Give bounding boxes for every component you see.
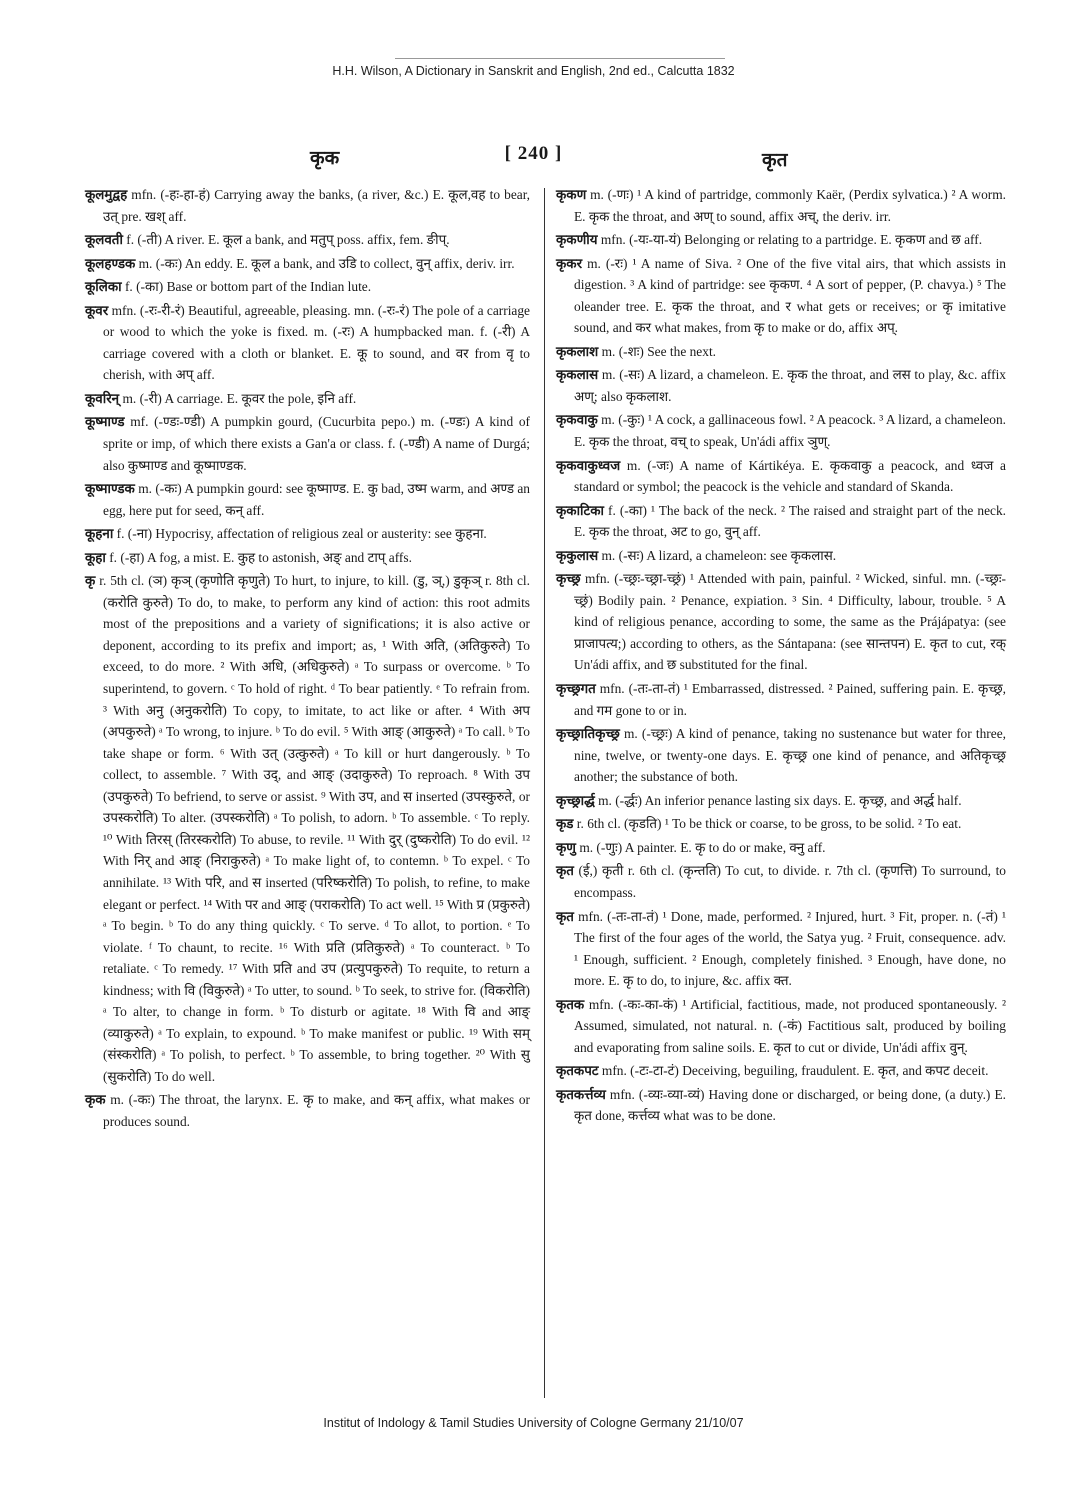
entry-definition: m. (-जः) A name of Kártikéya. E. कृकवाकु a peacock, and ध्वज a standard or symbol; the peacock is the vehicle and standard of Skanda. xyxy=(574,457,1006,495)
entry-definition: m. (-णुः) A painter. E. कृ to do or make, क्नु aff. xyxy=(575,839,826,855)
dictionary-entry xyxy=(556,1060,1006,1082)
dictionary-entry xyxy=(556,253,1006,339)
header-rule xyxy=(395,58,725,59)
dictionary-entry xyxy=(85,411,530,476)
dictionary-entry xyxy=(556,837,1006,859)
dictionary-entry xyxy=(85,184,530,227)
entry-headword: कृकवाकुध्वज xyxy=(556,457,621,473)
entry-headword: कृ xyxy=(85,573,96,589)
entry-headword: कृतकर्त्तव्य xyxy=(556,1086,606,1102)
dictionary-entry xyxy=(556,229,1006,251)
entry-definition: f. (-ना) Hypocrisy, affectation of religious zeal or austerity: see कुहना. xyxy=(113,526,487,542)
dictionary-entry xyxy=(556,341,1006,363)
dictionary-entry xyxy=(556,568,1006,676)
dictionary-entry xyxy=(556,364,1006,407)
entry-headword: कृकाटिका xyxy=(556,502,605,518)
dictionary-entry xyxy=(85,1089,530,1132)
right-guide-word: कृत xyxy=(762,150,788,171)
entry-definition: mfn. (-व्यः-व्या-व्यं) Having done or discharged, or being done, (a duty.) E. कृत done, कर्त्तव्य what was to be done. xyxy=(574,1086,1006,1124)
dictionary-entry xyxy=(556,184,1006,227)
dictionary-entry xyxy=(556,813,1006,835)
dictionary-entry xyxy=(85,478,530,521)
entry-definition: m. (-कः) The throat, the larynx. E. कृ to make, and कन् affix, what makes or produces sound. xyxy=(103,1092,530,1129)
dictionary-entry xyxy=(85,276,530,298)
entry-definition: f. (-का) ¹ The back of the neck. ² The raised and straight part of the neck. E. कृक the throat, अट to go, वुन् aff. xyxy=(574,502,1006,540)
entry-headword: कृड xyxy=(556,816,574,832)
entry-headword: कृच्छ्र xyxy=(556,571,581,587)
entry-definition: m. (-सः) A lizard, a chameleon. E. कृक the throat, and लस to play, &c. affix अण्; also कृकलाश. xyxy=(574,367,1006,404)
entry-headword: कृत xyxy=(556,908,574,924)
entry-headword: कूवर xyxy=(85,302,109,318)
left-column xyxy=(85,184,530,1135)
entry-headword: कूलवती xyxy=(85,232,123,248)
entry-headword: कृकण xyxy=(556,187,587,202)
entry-definition: f. (-हा) A fog, a mist. E. कुह to astonish, अङ् and टाप् affs. xyxy=(105,549,412,565)
entry-definition: m. (-री) A carriage. E. कूवर the pole, इनि aff. xyxy=(119,390,357,406)
dictionary-entry xyxy=(556,723,1006,788)
dictionary-entry xyxy=(556,678,1006,721)
entry-headword: कृकवाकु xyxy=(556,412,598,428)
entry-headword: कृच्छ्रातिकृच्छ्र xyxy=(556,726,620,742)
entry-headword: कृणु xyxy=(556,839,576,855)
entry-headword: कृत xyxy=(556,863,574,879)
entry-definition: mfn. (-रः-री-रं) Beautiful, agreeable, pleasing. mn. (-रः-रं) The pole of a carriage or wood to which the yoke is fixed. m. (-रः) A humpbacked man. f. (-री) A carriage covered with a cloth or blanket. E. कू to sound, and वर from वृ to cherish, with अप् aff. xyxy=(103,302,530,383)
entry-definition: mfn. (-टः-टा-टं) Deceiving, beguiling, fraudulent. E. कृत, and कपट deceit. xyxy=(598,1063,989,1079)
entry-definition: m. (-कुः) ¹ A cock, a gallinaceous fowl. ² A peacock. ³ A lizard, a chameleon. E. कृक the throat, वच् to speak, Un'ádi affix ञुण्. xyxy=(574,412,1006,450)
entry-definition: m. (-शः) See the next. xyxy=(598,343,717,359)
dictionary-entry xyxy=(556,500,1006,543)
dictionary-entry xyxy=(556,994,1006,1059)
entry-headword: कूलिका xyxy=(85,279,122,295)
entry-definition: m. (-रः) ¹ A name of Siva. ² One of the five vital airs, that which assists in digestion. ³ A kind of partridge: see कृकण. ⁴ A sort of pepper, (P. chavya.) ⁵ The oleander tree. E. कृक the throat, and र what gets or receives; or कृ imitative sound, and कर what makes, from कृ to make or do, affix अप्. xyxy=(574,255,1006,336)
entry-definition: r. 5th cl. (ञ) कृञ् (कृणोति कृणुते) To hurt, to injure, to kill. (डु, ञ्,) डुकृञ् r. 8th cl. (करोति कुरुते) To do, to make, to perform any kind of action: this root admits most of the prepositions and a variety of significations; it is also active or deponent, according to its prefix and import; as, ¹ With अति, (अतिकुरुते) To exceed, to do more. ² With अधि, (अधिकुरुते) ᵃ To surpass or overcome. ᵇ To superintend, to govern. ᶜ To hold of right. ᵈ To bear patiently. ᵉ To refrain from. ³ With अनु (अनुकरोति) To copy, to imitate, to act like or after. ⁴ With अप (अपकुरुते) ᵃ To wrong, to injure. ᵇ To do evil. ⁵ With आङ् (आकुरुते) ᵃ To call. ᵇ To take shape or form. ⁶ With उत् (उत्कुरुते) ᵃ To kill or hurt dangerously. ᵇ To collect, to assemble. ⁷ With उद्, and आङ् (उदाकुरुते) To reproach. ⁸ With उप (उपकुरुते) To befriend, to serve or assist. ⁹ With उप, and स inserted (उपस्कुरुते, or उपस्करोति) To alter. (उपस्करोति) ᵃ To polish, to adorn. ᵇ To assemble. ᶜ To reply. ¹⁰ With तिरस् (तिरस्करोति) To abuse, to revile. ¹¹ With दुर् (दुष्करोति) To do evil. ¹² With निर् and आङ् (निराकुरुते) ᵃ To make light of, to contemn. ᵇ To expel. ᶜ To annihilate. ¹³ With परि, and स inserted (परिष्करोति) To polish, to refine, to make elegant or perfect. ¹⁴ With पर and आङ् (पराकरोति) To act well. ¹⁵ With प्र (प्रकुरुते) ᵃ To begin. ᵇ To do any thing quickly. ᶜ To serve. ᵈ To allot, to portion. ᵉ To violate. ᶠ To chaunt, to recite. ¹⁶ With प्रति (प्रतिकुरुते) ᵃ To counteract. ᵇ To retaliate. ᶜ To remedy. ¹⁷ With प्रति and उप (प्रत्युपकुरुते) To requite, to return a kindness; with वि (विकुरुते) ᵃ To utter, to sound. ᵇ To seek, to strive for. (विकरोति) ᵃ To alter, to change in form. ᵇ To disturb or agitate. ¹⁸ With वि and आङ् (व्याकुरुते) ᵃ To explain, to expound. ᵇ To make manifest or public. ¹⁹ With सम् (संस्करोति) ᵃ To polish, to perfect. ᵇ To assemble, to bring together. ²⁰ With सु (सुकरोति) To do well. xyxy=(95,573,530,1084)
entry-headword: कूहना xyxy=(85,526,114,542)
entry-definition: mfn. (-च्छ्रः-च्छ्रा-च्छ्रं) ¹ Attended with pain, painful. ² Wicked, sinful. mn. (-च्छ्रः-च्छ्रं) Bodily pain. ² Penance, expiation. ³ Sin. ⁴ Difficulty, labour, trouble. ⁵ A kind of religious penance, according to some, the same as the Prájápatya: (see प्राजापत्य;) according to others, as the Sántapana: (see सान्तपन) E. कृत to cut, रक् Un'ádi affix, and छ substituted for the final. xyxy=(574,571,1006,673)
dictionary-entry xyxy=(556,455,1006,498)
entry-headword: कूष्माण्डक xyxy=(85,481,135,497)
entry-definition: (ई,) कृती r. 6th cl. (कृन्तति) To cut, to divide. r. 7th cl. (कृणत्ति) To surround, to encompass. xyxy=(573,863,1006,900)
entry-headword: कृक xyxy=(85,1092,106,1108)
entry-headword: कृकलाश xyxy=(556,343,599,359)
dictionary-entry xyxy=(556,790,1006,812)
entry-headword: कूवरिन् xyxy=(85,390,120,406)
entry-headword: कृकणीय xyxy=(556,232,598,248)
dictionary-entry xyxy=(85,253,530,275)
entry-definition: f. (-का) Base or bottom part of the Indian lute. xyxy=(121,279,372,295)
entry-headword: कृच्छ्रगत xyxy=(556,681,596,697)
entry-headword: कृतकपट xyxy=(556,1063,599,1079)
entry-definition: mfn. (-यः-या-यं) Belonging or relating to a partridge. E. कृकण and छ aff. xyxy=(597,232,983,248)
dictionary-entry xyxy=(556,545,1006,567)
entry-definition: mf. (-ण्डः-ण्डी) A pumpkin gourd, (Cucurbita pepo.) m. (-ण्डः) A kind of sprite or imp, of which there exists a Gan'a or class. f. (-ण्डी) A name of Durgá; also कुष्माण्ड and कूष्माण्डक. xyxy=(103,414,530,473)
entry-definition: m. (-च्छ्रः) A kind of penance, taking no sustenance but water for three, nine, twelve, or twenty-one days. E. कृच्छ्र one kind of penance, and अतिकृच्छ्र another; the substance of both. xyxy=(574,726,1006,785)
dictionary-entry xyxy=(556,409,1006,452)
entry-definition: f. (-ती) A river. E. कूल a bank, and मतुप् poss. affix, fem. ङीप्. xyxy=(122,232,450,248)
entry-headword: कूहा xyxy=(85,549,106,565)
entry-headword: कृकलास xyxy=(556,367,599,383)
column-divider xyxy=(544,188,545,1398)
right-column xyxy=(556,184,1006,1129)
entry-headword: कूलहण्डक xyxy=(85,255,136,271)
entry-definition: mfn. (-तः-ता-तं) ¹ Done, made, performed. ² Injured, hurt. ³ Fit, proper. n. (-तं) ¹ The first of the four ages of the world, the Satya yug. ² Fruit, consequence. adv. ¹ Enough, sufficient. ² Enough, completely finished. ³ Enough, have done, no more. E. कृ to do, to injure, &c. affix क्त. xyxy=(573,908,1006,989)
dictionary-entry xyxy=(85,300,530,386)
footer-credit: Institut of Indology & Tamil Studies University of Cologne Germany 21/10/07 xyxy=(323,1416,744,1430)
dictionary-entry xyxy=(556,906,1006,992)
entry-definition: m. (-र्द्धः) An inferior penance lasting six days. E. कृच्छ्र, and अर्द्ध half. xyxy=(594,792,962,808)
entry-definition: m. (-णः) ¹ A kind of partridge, commonly Kaër, (Perdix sylvatica.) ² A worm. E. कृक the throat, and अण् to sound, affix अच्, the deriv. irr. xyxy=(574,187,1006,224)
left-guide-word: कृक xyxy=(310,148,340,169)
page-number: [ 240 ] xyxy=(504,143,563,164)
entry-headword: कृकर xyxy=(556,255,583,271)
entry-definition: r. 6th cl. (कृडति) ¹ To be thick or coarse, to be gross, to be solid. ² To eat. xyxy=(573,816,962,832)
source-header: H.H. Wilson, A Dictionary in Sanskrit and English, 2nd ed., Calcutta 1832 xyxy=(332,64,735,78)
dictionary-entry xyxy=(85,570,530,1087)
dictionary-entry xyxy=(85,523,530,545)
entry-definition: m. (-कः) An eddy. E. कूल a bank, and उडि to collect, वुन् affix, deriv. irr. xyxy=(135,255,515,271)
entry-headword: कृच्छ्रार्द्ध xyxy=(556,792,595,808)
entry-definition: mfn. (-कः-का-कं) ¹ Artificial, factitious, made, not produced spontaneously. ² Assumed, simulated, not natural. n. (-कं) Factitious salt, produced by boiling and evaporating from saline soils. E. कृत to cut or divide, Un'ádi affix वुन्. xyxy=(574,996,1006,1055)
entry-headword: कूष्माण्ड xyxy=(85,414,125,430)
entry-definition: mfn. (-तः-ता-तं) ¹ Embarrassed, distressed. ² Pained, suffering pain. E. कृच्छ्र, and गम gone to or in. xyxy=(574,681,1006,718)
dictionary-entry xyxy=(556,860,1006,903)
dictionary-entry xyxy=(85,388,530,410)
entry-definition: mfn. (-हः-हा-हं) Carrying away the banks, (a river, &c.) E. कूल,वह to bear, उत् pre. खश् aff. xyxy=(103,187,530,224)
dictionary-entry xyxy=(85,229,530,251)
dictionary-entry xyxy=(556,1084,1006,1127)
entry-definition: m. (-कः) A pumpkin gourd: see कूष्माण्ड. E. कु bad, उष्म warm, and अण्ड an egg, here put for seed, कन् aff. xyxy=(103,481,530,518)
entry-headword: कृकुलास xyxy=(556,547,599,563)
entry-headword: कृतक xyxy=(556,996,585,1012)
dictionary-entry xyxy=(85,547,530,569)
entry-headword: कूलमुद्वह xyxy=(85,187,128,202)
entry-definition: m. (-सः) A lizard, a chameleon: see कृकलास. xyxy=(598,547,837,563)
